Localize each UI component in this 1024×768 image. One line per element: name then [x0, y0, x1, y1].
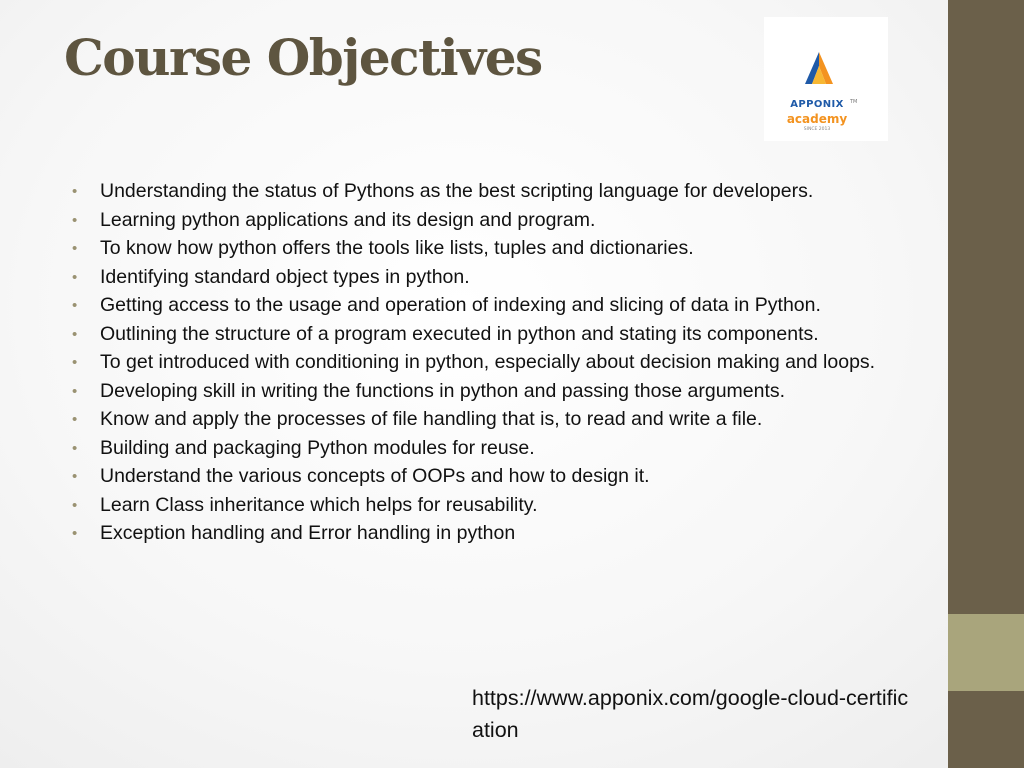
objective-text: Identifying standard object types in python.	[100, 265, 470, 288]
apponix-logo-icon	[804, 51, 834, 85]
side-accent-block	[948, 614, 1024, 691]
objectives-list	[72, 180, 892, 551]
bullet-icon: •	[72, 439, 78, 457]
bullet-icon: •	[72, 354, 78, 371]
objective-item	[72, 294, 892, 318]
logo-trademark: TM	[850, 99, 858, 105]
bullet-icon: •	[72, 211, 78, 229]
objective-text: Building and packaging Python modules for reuse.	[100, 436, 535, 459]
objective-item	[72, 237, 892, 261]
bullet-icon: •	[72, 525, 78, 542]
objective-text: Understand the various concepts of OOPs and how to design it.	[100, 465, 650, 487]
logo-subtitle: academy	[786, 112, 848, 126]
bullet-icon: •	[72, 382, 78, 400]
objective-text: Developing skill in writing the functions in python and passing those arguments.	[100, 379, 786, 402]
bullet-icon: •	[72, 325, 78, 343]
bullet-icon: •	[72, 240, 78, 257]
objective-text: Learning python applications and its design and program.	[100, 208, 596, 231]
objective-text: To know how python offers the tools like lists, tuples and dictionaries.	[100, 237, 694, 259]
objective-text: Outlining the structure of a program executed in python and stating its components.	[100, 322, 819, 345]
objective-item	[72, 323, 892, 347]
objective-text: To get introduced with conditioning in python, especially about decision making and loops.	[100, 351, 876, 373]
objective-item	[72, 522, 892, 546]
objective-text: Understanding the status of Pythons as the best scripting language for developers.	[100, 180, 814, 202]
objective-item	[72, 180, 892, 204]
objective-item	[72, 465, 892, 489]
objective-item	[72, 266, 892, 290]
apponix-logo	[764, 17, 888, 141]
bullet-icon: •	[72, 297, 78, 314]
objective-item	[72, 351, 892, 375]
logo-name: APPONIX	[790, 99, 844, 110]
bullet-icon: •	[72, 411, 78, 428]
objective-item	[72, 380, 892, 404]
objective-text: Exception handling and Error handling in python	[100, 522, 516, 544]
objective-item	[72, 494, 892, 518]
objective-item	[72, 408, 892, 432]
objective-item	[72, 437, 892, 461]
objective-item	[72, 209, 892, 233]
objective-text: Know and apply the processes of file handling that is, to read and write a file.	[100, 408, 763, 430]
bullet-icon: •	[72, 268, 78, 286]
objective-text: Learn Class inheritance which helps for reusability.	[100, 493, 538, 516]
footer-link[interactable]: https://www.apponix.com/google-cloud-certification	[472, 686, 909, 742]
logo-since: SINCE 2013	[803, 127, 831, 132]
slide-title: Course Objectives	[64, 28, 542, 87]
objective-text: Getting access to the usage and operation of indexing and slicing of data in Python.	[100, 294, 821, 316]
bullet-icon: •	[72, 468, 78, 485]
bullet-icon: •	[72, 183, 78, 200]
bullet-icon: •	[72, 496, 78, 514]
